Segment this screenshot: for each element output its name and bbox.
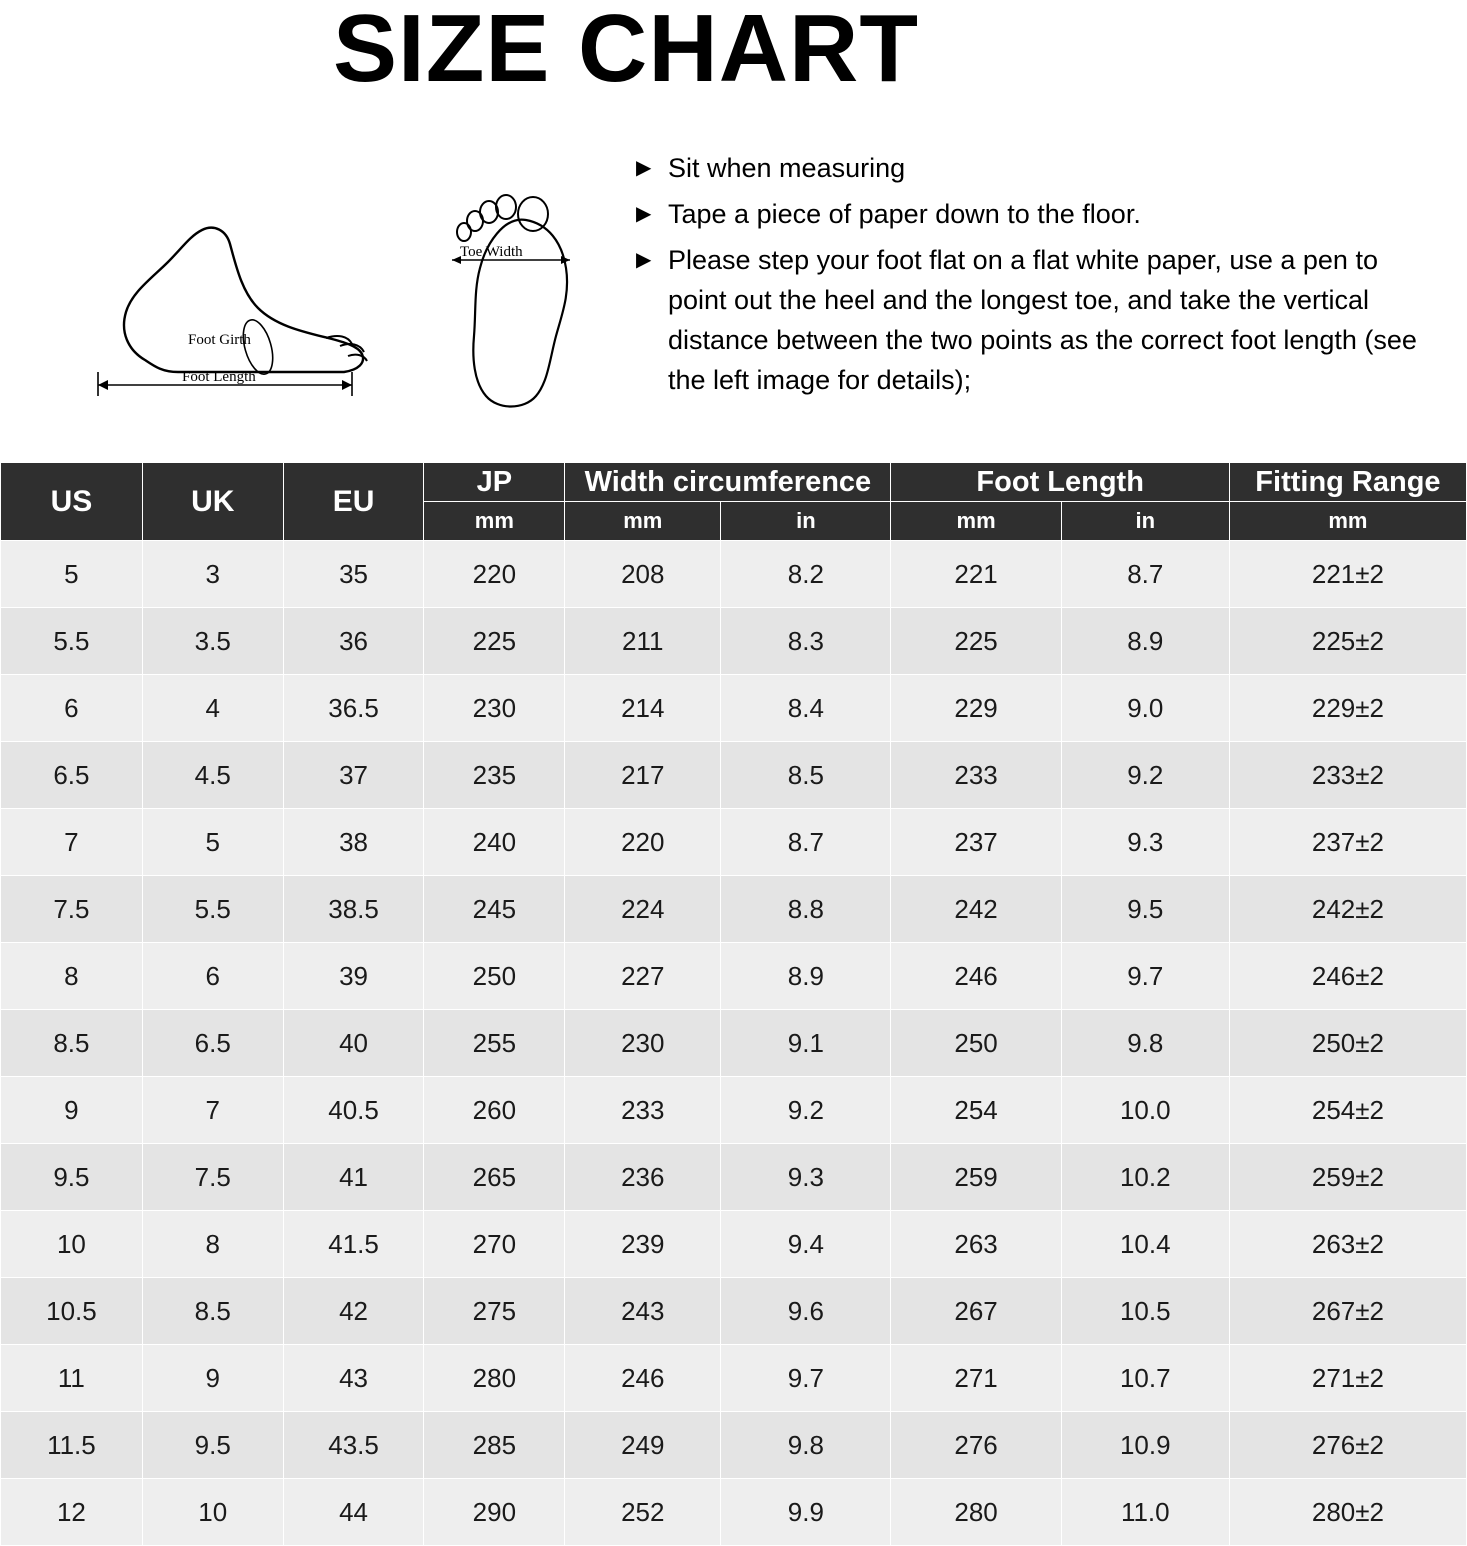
table-cell: 237±2 <box>1229 809 1466 876</box>
table-cell: 242 <box>891 876 1061 943</box>
table-cell: 9.8 <box>721 1412 891 1479</box>
table-cell: 12 <box>1 1479 143 1546</box>
table-cell: 43.5 <box>283 1412 424 1479</box>
table-cell: 39 <box>283 943 424 1010</box>
table-cell: 230 <box>565 1010 721 1077</box>
table-row <box>1 809 1467 876</box>
foot-measurement-diagrams <box>70 190 630 430</box>
table-cell: 7 <box>1 809 143 876</box>
triangle-bullet-icon: ▶ <box>636 249 652 271</box>
table-cell: 9.5 <box>1 1144 143 1211</box>
table-cell: 237 <box>891 809 1061 876</box>
table-body <box>1 541 1467 1546</box>
table-cell: 8 <box>142 1211 283 1278</box>
table-cell: 259 <box>891 1144 1061 1211</box>
table-cell: 249 <box>565 1412 721 1479</box>
instruction-text: Sit when measuring <box>668 153 906 183</box>
table-cell: 9.8 <box>1061 1010 1229 1077</box>
table-cell: 270 <box>424 1211 565 1278</box>
instruction-item <box>636 148 1436 188</box>
unit-fl-in: in <box>1061 502 1229 541</box>
instruction-text: Tape a piece of paper down to the floor. <box>668 199 1141 229</box>
table-row <box>1 608 1467 675</box>
header-uk: UK <box>142 463 283 541</box>
table-cell: 254±2 <box>1229 1077 1466 1144</box>
header-section <box>0 0 1467 440</box>
header-width-circumference: Width circumference <box>565 463 891 502</box>
table-cell: 9.2 <box>721 1077 891 1144</box>
table-cell: 11.5 <box>1 1412 143 1479</box>
table-cell: 263 <box>891 1211 1061 1278</box>
table-row <box>1 1010 1467 1077</box>
table-cell: 5 <box>1 541 143 608</box>
table-cell: 5.5 <box>142 876 283 943</box>
table-cell: 246 <box>565 1345 721 1412</box>
table-cell: 9.9 <box>721 1479 891 1546</box>
table-cell: 8.7 <box>721 809 891 876</box>
table-cell: 11 <box>1 1345 143 1412</box>
table-cell: 8.2 <box>721 541 891 608</box>
table-cell: 9.1 <box>721 1010 891 1077</box>
table-cell: 8.9 <box>1061 608 1229 675</box>
table-cell: 236 <box>565 1144 721 1211</box>
table-cell: 9.5 <box>1061 876 1229 943</box>
table-cell: 221±2 <box>1229 541 1466 608</box>
table-cell: 220 <box>424 541 565 608</box>
table-cell: 255 <box>424 1010 565 1077</box>
table-cell: 230 <box>424 675 565 742</box>
table-cell: 7.5 <box>1 876 143 943</box>
table-cell: 276 <box>891 1412 1061 1479</box>
triangle-bullet-icon: ▶ <box>636 157 652 179</box>
table-cell: 6.5 <box>1 742 143 809</box>
table-cell: 3 <box>142 541 283 608</box>
table-cell: 246 <box>891 943 1061 1010</box>
triangle-bullet-icon: ▶ <box>636 203 652 225</box>
table-row <box>1 675 1467 742</box>
table-cell: 10.9 <box>1061 1412 1229 1479</box>
table-cell: 10.5 <box>1061 1278 1229 1345</box>
table-cell: 243 <box>565 1278 721 1345</box>
table-cell: 233±2 <box>1229 742 1466 809</box>
foot-girth-label: Foot Girth <box>188 332 251 348</box>
table-row <box>1 1211 1467 1278</box>
unit-wc-in: in <box>721 502 891 541</box>
header-jp: JP <box>424 463 565 502</box>
table-cell: 9.0 <box>1061 675 1229 742</box>
table-cell: 7 <box>142 1077 283 1144</box>
table-cell: 9.5 <box>142 1412 283 1479</box>
table-cell: 8.5 <box>142 1278 283 1345</box>
table-cell: 267 <box>891 1278 1061 1345</box>
table-cell: 36 <box>283 608 424 675</box>
table-cell: 246±2 <box>1229 943 1466 1010</box>
table-cell: 280±2 <box>1229 1479 1466 1546</box>
header-fitting-range: Fitting Range <box>1229 463 1466 502</box>
table-cell: 240 <box>424 809 565 876</box>
table-cell: 267±2 <box>1229 1278 1466 1345</box>
table-cell: 217 <box>565 742 721 809</box>
table-cell: 9.7 <box>1061 943 1229 1010</box>
table-row <box>1 1479 1467 1546</box>
table-cell: 276±2 <box>1229 1412 1466 1479</box>
table-cell: 41 <box>283 1144 424 1211</box>
table-row <box>1 1412 1467 1479</box>
table-cell: 242±2 <box>1229 876 1466 943</box>
table-cell: 38.5 <box>283 876 424 943</box>
table-cell: 43 <box>283 1345 424 1412</box>
table-cell: 9.3 <box>721 1144 891 1211</box>
table-row <box>1 943 1467 1010</box>
table-cell: 9.4 <box>721 1211 891 1278</box>
table-cell: 9.7 <box>721 1345 891 1412</box>
table-row <box>1 1077 1467 1144</box>
table-row <box>1 742 1467 809</box>
table-cell: 260 <box>424 1077 565 1144</box>
table-cell: 252 <box>565 1479 721 1546</box>
table-cell: 233 <box>565 1077 721 1144</box>
table-cell: 6 <box>142 943 283 1010</box>
sole-foot-diagram <box>430 190 620 420</box>
table-cell: 9.2 <box>1061 742 1229 809</box>
table-cell: 263±2 <box>1229 1211 1466 1278</box>
table-cell: 10 <box>142 1479 283 1546</box>
header-eu: EU <box>283 463 424 541</box>
table-cell: 10 <box>1 1211 143 1278</box>
table-cell: 8.3 <box>721 608 891 675</box>
table-cell: 245 <box>424 876 565 943</box>
table-cell: 225 <box>424 608 565 675</box>
table-cell: 208 <box>565 541 721 608</box>
table-cell: 10.4 <box>1061 1211 1229 1278</box>
table-row <box>1 1345 1467 1412</box>
size-chart-table <box>0 462 1467 1546</box>
table-cell: 265 <box>424 1144 565 1211</box>
table-cell: 271±2 <box>1229 1345 1466 1412</box>
table-cell: 40 <box>283 1010 424 1077</box>
table-cell: 38 <box>283 809 424 876</box>
unit-jp-mm: mm <box>424 502 565 541</box>
table-cell: 10.0 <box>1061 1077 1229 1144</box>
table-cell: 225±2 <box>1229 608 1466 675</box>
table-cell: 10.5 <box>1 1278 143 1345</box>
header-us: US <box>1 463 143 541</box>
table-cell: 235 <box>424 742 565 809</box>
table-cell: 8.8 <box>721 876 891 943</box>
table-row <box>1 1278 1467 1345</box>
table-cell: 9 <box>1 1077 143 1144</box>
table-cell: 229 <box>891 675 1061 742</box>
table-cell: 3.5 <box>142 608 283 675</box>
instruction-item <box>636 194 1436 234</box>
table-cell: 8.7 <box>1061 541 1229 608</box>
table-cell: 35 <box>283 541 424 608</box>
table-cell: 6.5 <box>142 1010 283 1077</box>
table-cell: 6 <box>1 675 143 742</box>
instructions-list <box>636 148 1436 406</box>
table-cell: 4.5 <box>142 742 283 809</box>
table-cell: 250±2 <box>1229 1010 1466 1077</box>
table-cell: 271 <box>891 1345 1061 1412</box>
table-cell: 8.5 <box>721 742 891 809</box>
table-cell: 221 <box>891 541 1061 608</box>
side-foot-diagram <box>90 200 390 420</box>
table-cell: 5 <box>142 809 283 876</box>
table-cell: 7.5 <box>142 1144 283 1211</box>
table-cell: 8 <box>1 943 143 1010</box>
table-row <box>1 876 1467 943</box>
table-cell: 9.3 <box>1061 809 1229 876</box>
table-cell: 9.6 <box>721 1278 891 1345</box>
table-cell: 10.7 <box>1061 1345 1229 1412</box>
table-cell: 41.5 <box>283 1211 424 1278</box>
table-cell: 280 <box>891 1479 1061 1546</box>
table-cell: 233 <box>891 742 1061 809</box>
table-cell: 285 <box>424 1412 565 1479</box>
instruction-text: Please step your foot flat on a flat white paper, use a pen to point out the heel and the longest toe, and take the vertical distance between the two points as the correct foot length (see the left image for details); <box>668 245 1417 395</box>
table-row <box>1 541 1467 608</box>
table-cell: 259±2 <box>1229 1144 1466 1211</box>
table-cell: 37 <box>283 742 424 809</box>
foot-length-label: Foot Length <box>182 369 256 385</box>
table-cell: 211 <box>565 608 721 675</box>
toe-width-label: Toe Width <box>460 244 523 260</box>
table-cell: 250 <box>424 943 565 1010</box>
table-cell: 280 <box>424 1345 565 1412</box>
unit-fr-mm: mm <box>1229 502 1466 541</box>
table-cell: 275 <box>424 1278 565 1345</box>
table-cell: 10.2 <box>1061 1144 1229 1211</box>
table-cell: 8.5 <box>1 1010 143 1077</box>
table-cell: 239 <box>565 1211 721 1278</box>
table-header-row-main <box>1 463 1467 502</box>
table-cell: 42 <box>283 1278 424 1345</box>
table-cell: 4 <box>142 675 283 742</box>
table-cell: 220 <box>565 809 721 876</box>
table-cell: 290 <box>424 1479 565 1546</box>
table-cell: 5.5 <box>1 608 143 675</box>
table-cell: 250 <box>891 1010 1061 1077</box>
page-title: SIZE CHART <box>333 0 919 102</box>
table-cell: 44 <box>283 1479 424 1546</box>
table-cell: 227 <box>565 943 721 1010</box>
table-cell: 11.0 <box>1061 1479 1229 1546</box>
table-cell: 229±2 <box>1229 675 1466 742</box>
instruction-item <box>636 240 1436 400</box>
table-cell: 40.5 <box>283 1077 424 1144</box>
unit-wc-mm: mm <box>565 502 721 541</box>
unit-fl-mm: mm <box>891 502 1061 541</box>
table-cell: 224 <box>565 876 721 943</box>
table-cell: 225 <box>891 608 1061 675</box>
table-cell: 8.4 <box>721 675 891 742</box>
table-cell: 9 <box>142 1345 283 1412</box>
table-cell: 36.5 <box>283 675 424 742</box>
table-cell: 254 <box>891 1077 1061 1144</box>
table-cell: 214 <box>565 675 721 742</box>
table-row <box>1 1144 1467 1211</box>
table-cell: 8.9 <box>721 943 891 1010</box>
header-foot-length: Foot Length <box>891 463 1229 502</box>
